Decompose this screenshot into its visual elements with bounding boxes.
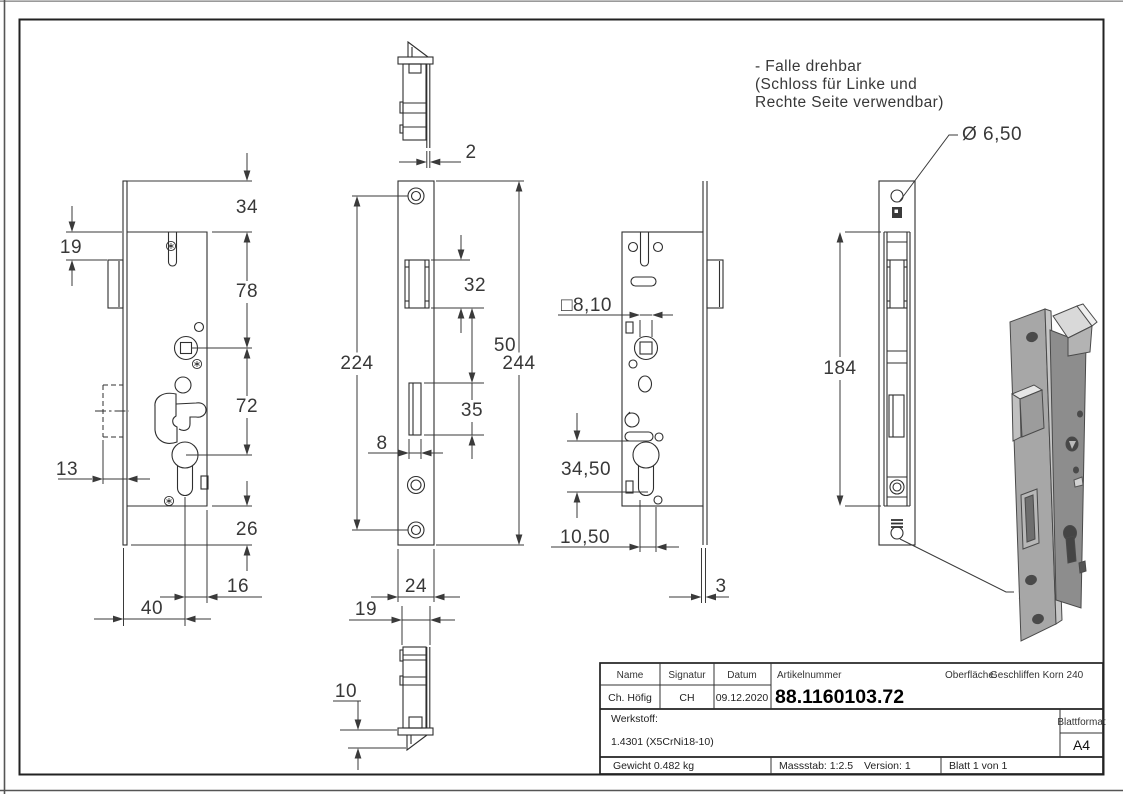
dim-fv-244: 244 [502, 353, 536, 374]
tb-datum-label: Datum [727, 670, 757, 681]
tb-signatur-value: CH [679, 692, 695, 704]
tb-werkstoff-value: 1.4301 (X5CrNi18-10) [611, 736, 714, 748]
bottom-view [398, 647, 433, 750]
dim-sv-19: 19 [59, 237, 83, 258]
front-view [398, 181, 434, 545]
stamp-marks [891, 520, 903, 527]
dim-sv-72: 72 [235, 396, 259, 417]
tb-blatt: Blatt 1 von 1 [949, 760, 1008, 772]
dim-bv-3: 3 [715, 576, 727, 597]
dim-fv-19: 19 [354, 599, 378, 620]
dim-fv-8: 8 [376, 433, 388, 454]
dim-fv-224: 224 [340, 353, 374, 374]
dia-callout-top: Ø 6,50 [962, 124, 1023, 145]
tb-name-value: Ch. Höfig [608, 692, 652, 704]
tb-signatur-label: Signatur [668, 670, 706, 681]
title-block [600, 663, 1106, 774]
tb-massstab: Massstab: 1:2.5 [779, 760, 854, 772]
note-line-2: (Schloss für Linke und [755, 76, 918, 93]
tb-oberflaeche-value: Geschliffen Korn 240 [990, 670, 1084, 681]
back-view [622, 181, 723, 545]
isometric-view [1010, 304, 1097, 641]
tb-gewicht: Gewicht 0.482 kg [613, 760, 695, 772]
dim-sv-13: 13 [55, 459, 79, 480]
dim-fv-2: 2 [465, 142, 477, 163]
rear-view [879, 181, 915, 545]
dim-rv-184: 184 [823, 358, 857, 379]
annotation-note [755, 58, 944, 111]
tb-name-label: Name [616, 670, 644, 681]
dim-fv-35: 35 [460, 400, 484, 421]
dim-fv-50: 50 [493, 335, 517, 356]
back-view-dimensions [551, 295, 729, 603]
dim-sv-40: 40 [140, 598, 164, 619]
dim-bv-1050: 10,50 [560, 527, 611, 548]
note-line-1: - Falle drehbar [755, 58, 862, 75]
dim-sv-34: 34 [235, 197, 259, 218]
tb-oberflaeche-label: Oberfläche: [945, 670, 997, 681]
tb-blattformat-value: A4 [1072, 737, 1091, 753]
dim-fv-24: 24 [404, 576, 428, 597]
tb-werkstoff-label: Werkstoff: [611, 713, 658, 725]
tb-version: Version: 1 [864, 760, 911, 772]
dim-sv-26: 26 [235, 519, 259, 540]
side-view [95, 181, 208, 545]
top-view [398, 42, 433, 148]
tb-datum-value: 09.12.2020 [715, 692, 769, 704]
side-view-dimensions [56, 153, 262, 626]
dim-sv-16: 16 [226, 576, 250, 597]
dim-fv-32: 32 [463, 275, 487, 296]
dim-bv-square: □8,10 [561, 295, 612, 316]
dim-fv-10: 10 [334, 681, 358, 702]
dim-sv-78: 78 [235, 281, 259, 302]
note-line-3: Rechte Seite verwendbar) [755, 94, 944, 111]
tb-artikelnummer-label: Artikelnummer [777, 670, 842, 681]
tb-artikelnummer-value: 88.1160103.72 [775, 686, 905, 708]
top-view-dimension-2 [399, 142, 477, 168]
dim-bv-3450: 34,50 [560, 459, 612, 480]
tb-blattformat-label: Blattformat [1057, 717, 1106, 728]
